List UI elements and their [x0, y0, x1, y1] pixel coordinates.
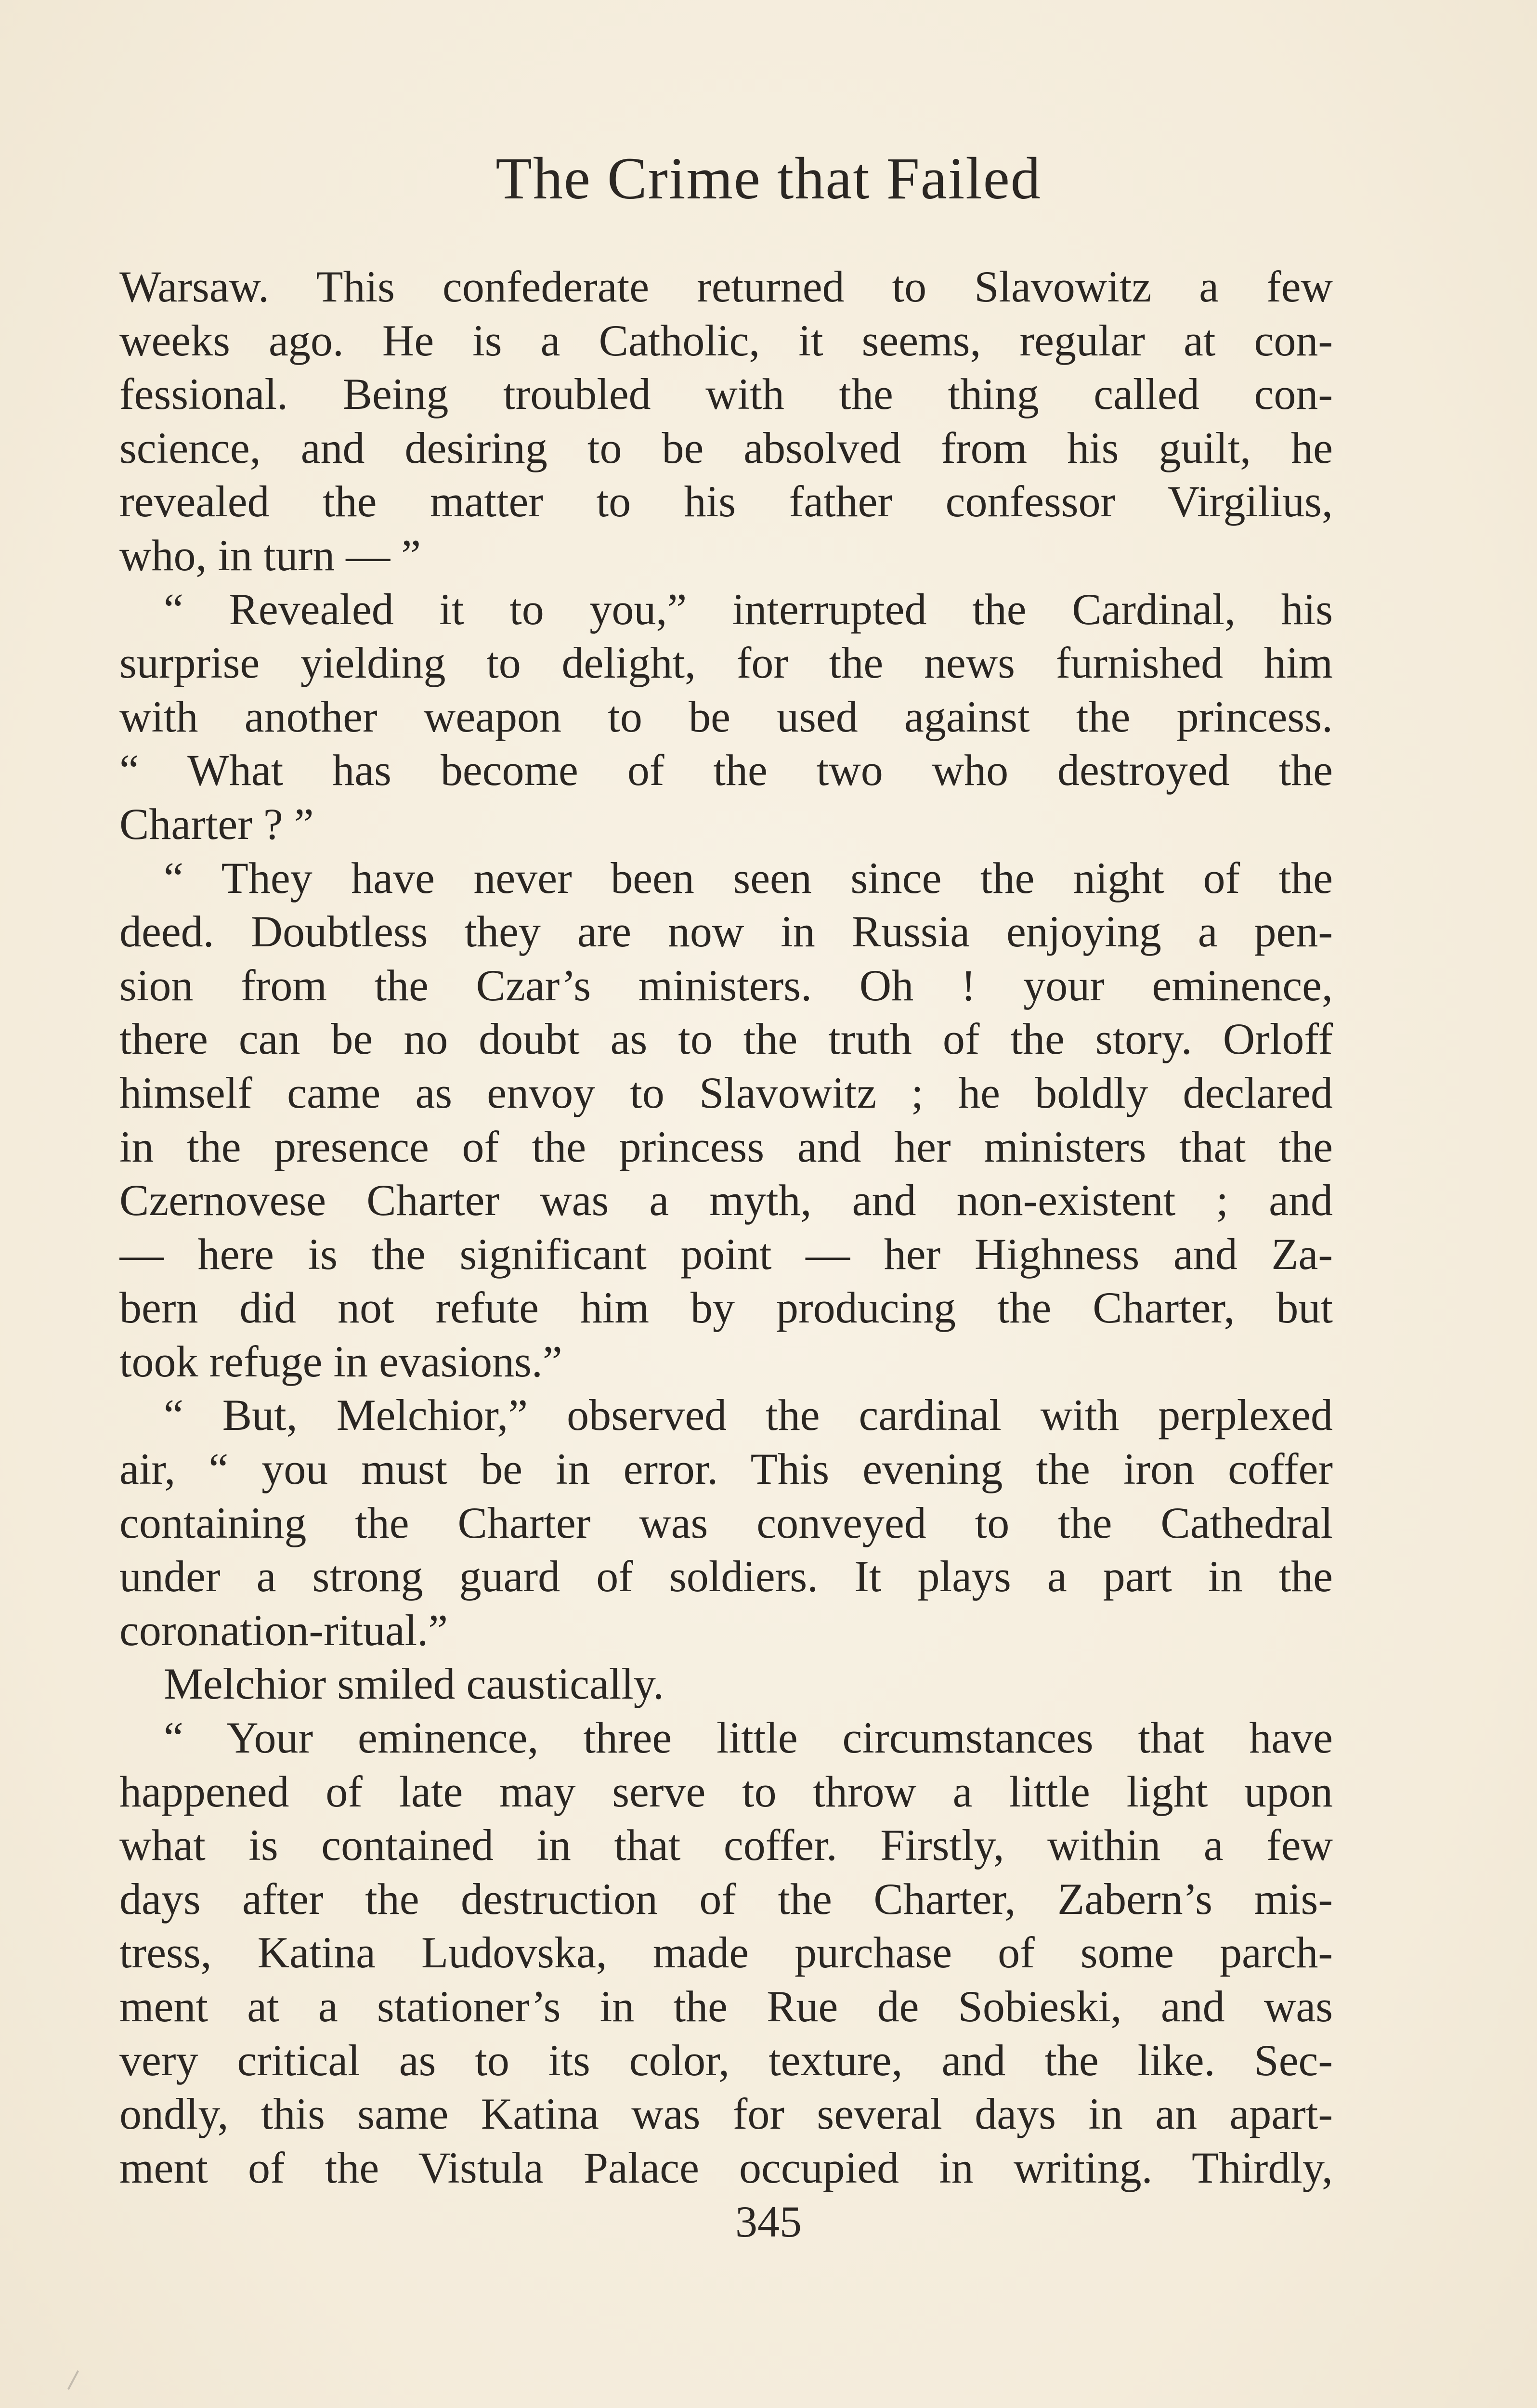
text-line: very critical as to its color, texture, and the like. Sec- [119, 2035, 1333, 2085]
text-line: containing the Charter was conveyed to the Cathedral [119, 1498, 1333, 1547]
text-line: under a strong guard of soldiers. It plays a part in the [119, 1552, 1333, 1601]
text-line: Charter ? ” [119, 799, 314, 849]
text-line: in the presence of the princess and her ministers that the [119, 1122, 1333, 1171]
text-line: happened of late may serve to throw a little light upon [119, 1767, 1333, 1816]
text-line: “ They have never been seen since the night of the [164, 853, 1333, 903]
text-line: “ But, Melchior,” observed the cardinal with perplexed [164, 1390, 1333, 1440]
text-line: air, “ you must be in error. This evening the iron coffer [119, 1444, 1333, 1494]
text-line: coronation-ritual.” [119, 1605, 448, 1655]
text-line: fessional. Being troubled with the thing called con- [119, 369, 1333, 419]
text-line: who, in turn — ” [119, 530, 421, 580]
text-line: deed. Doubtless they are now in Russia enjoying a pen- [119, 907, 1333, 956]
text-line: sion from the Czar’s ministers. Oh ! your eminence, [119, 960, 1333, 1010]
paper-blemish [67, 2370, 79, 2390]
text-line: weeks ago. He is a Catholic, it seems, regular at con- [119, 315, 1333, 365]
text-line: there can be no doubt as to the truth of the story. Orloff [119, 1014, 1333, 1064]
text-line: ment at a stationer’s in the Rue de Sobieski, and was [119, 1982, 1333, 2031]
text-line: days after the destruction of the Charter, Zabern’s mis- [119, 1874, 1333, 1924]
text-line: — here is the significant point — her Highness and Za- [119, 1229, 1333, 1279]
text-line: ment of the Vistula Palace occupied in writing. Thirdly, [119, 2143, 1333, 2192]
text-line: Melchior smiled caustically. [164, 1659, 664, 1709]
text-line: “ Revealed it to you,” interrupted the Cardinal, his [164, 584, 1333, 634]
text-line: himself came as envoy to Slavowitz ; he boldly declared [119, 1068, 1333, 1117]
text-line: what is contained in that coffer. Firstly, within a few [119, 1820, 1333, 1870]
text-line: “ What has become of the two who destroyed the [119, 746, 1333, 795]
body-text [119, 260, 1333, 2195]
text-line: Czernovese Charter was a myth, and non-existent ; and [119, 1176, 1333, 1225]
text-line: ondly, this same Katina was for several days in an apart- [119, 2089, 1333, 2139]
page-number: 345 [735, 2197, 802, 2246]
text-line: science, and desiring to be absolved from his guilt, he [119, 423, 1333, 472]
text-line: tress, Katina Ludovska, made purchase of some parch- [119, 1928, 1333, 1977]
text-line: surprise yielding to delight, for the news furnished him [119, 638, 1333, 688]
text-line: revealed the matter to his father confessor Virgilius, [119, 477, 1333, 526]
text-line: Warsaw. This confederate returned to Slavowitz a few [119, 262, 1333, 311]
text-line: “ Your eminence, three little circumstances that have [164, 1713, 1333, 1763]
text-line: with another weapon to be used against the princess. [119, 692, 1333, 741]
text-line: took refuge in evasions.” [119, 1336, 562, 1386]
running-head: The Crime that Failed [495, 145, 1042, 211]
text-line: bern did not refute him by producing the Charter, but [119, 1283, 1333, 1333]
